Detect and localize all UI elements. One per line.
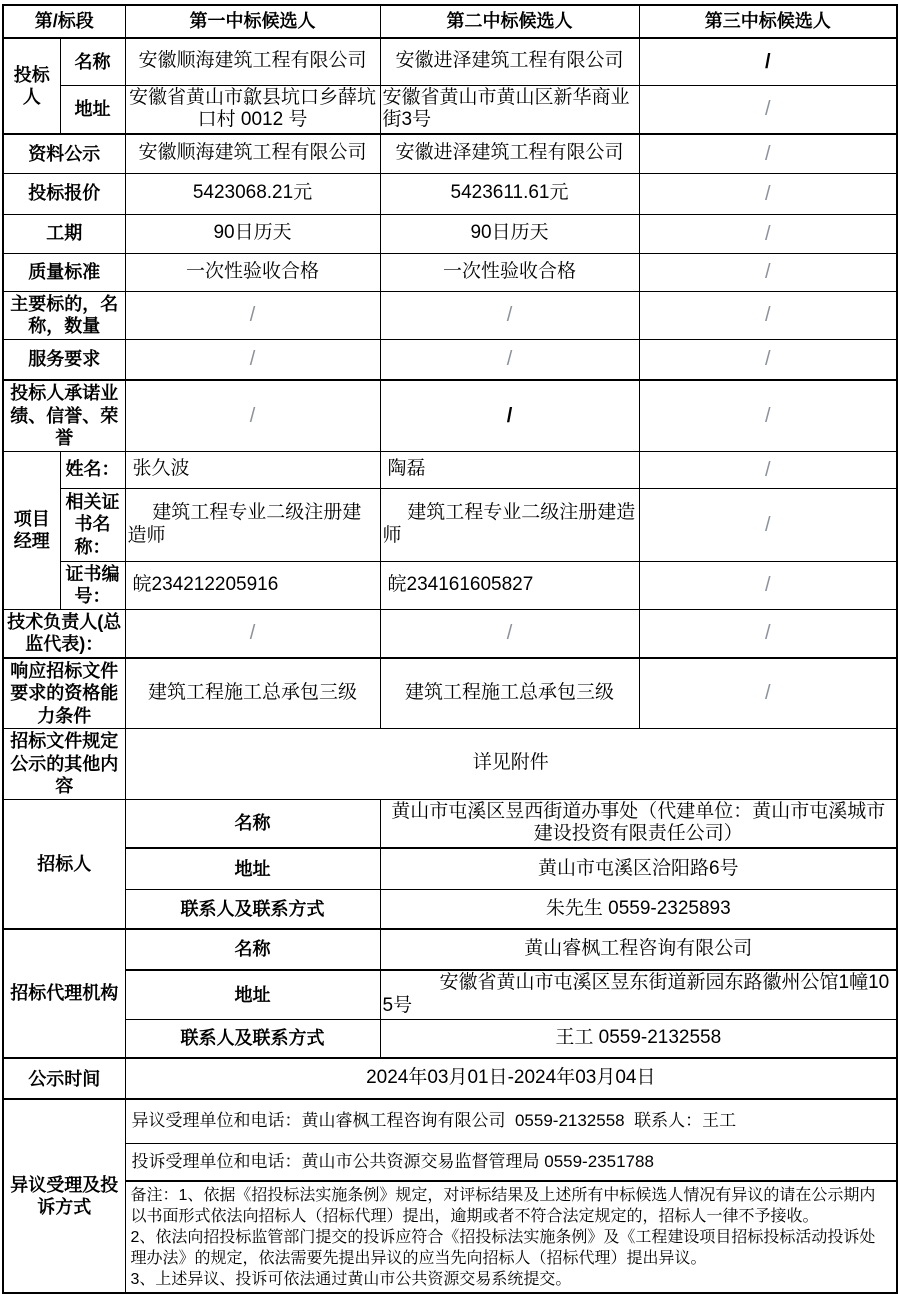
slash-cell: /: [639, 85, 897, 134]
value-cell: 皖234161605827: [380, 561, 639, 609]
value-cell: 安徽进泽建筑工程有限公司: [380, 134, 639, 173]
slash-cell: /: [639, 214, 897, 253]
value-cell: 建筑工程施工总承包三级: [125, 658, 380, 729]
slash-cell: /: [639, 134, 897, 173]
tenderer-address-row: [3, 848, 897, 889]
value-cell: 安徽省黄山市屯溪区昱东街道新园东路徽州公馆1幢105号: [380, 970, 897, 1019]
value-cell: 黄山市屯溪区洽阳路6号: [380, 848, 897, 889]
row-label: 主要标的，名称，数量: [3, 291, 125, 339]
main-subject-row: [3, 291, 897, 339]
service-requirement-row: [3, 339, 897, 380]
bidder-name-label: 名称: [60, 38, 125, 85]
value-cell: 5423611.61元: [380, 173, 639, 214]
objection-acceptance-line: 异议受理单位和电话：黄山睿枫工程咨询有限公司 0559-2132558 联系人：王工: [125, 1099, 897, 1143]
slash-cell: /: [639, 488, 897, 561]
row-label: 投标人承诺业绩、信誉、荣誉: [3, 380, 125, 451]
value-cell: 安徽进泽建筑工程有限公司: [380, 38, 639, 85]
slash-cell: /: [639, 173, 897, 214]
value-cell: 建筑工程专业二级注册建造师: [125, 488, 380, 561]
header-second-candidate: 第二中标候选人: [380, 5, 639, 38]
value-cell: 详见附件: [125, 729, 897, 800]
tenderer-address-label: 地址: [125, 848, 380, 889]
tech-lead-row: [3, 609, 897, 658]
qualification-row: [3, 658, 897, 729]
project-manager-label: 项目经理: [3, 451, 60, 609]
row-label: 质量标准: [3, 253, 125, 291]
header-section-cell: 第/标段: [3, 5, 125, 38]
value-cell: 皖234212205916: [125, 561, 380, 609]
tenderer-name-row: [3, 799, 897, 848]
tech-lead-label: 技术负责人(总监代表)：: [3, 609, 125, 658]
value-cell: 90日历天: [125, 214, 380, 253]
value-cell: 黄山市屯溪区昱西街道办事处（代建单位：黄山市屯溪城市建设投资有限责任公司）: [380, 799, 897, 848]
complaint-line-row: [3, 1143, 897, 1181]
bidder-name-row: [3, 38, 897, 85]
slash-cell: /: [639, 609, 897, 658]
remark-cell: [125, 1181, 897, 1293]
remark-paragraph-2: 2、依法向招投标监管部门提交的投诉应符合《招投标法实施条例》及《工程建设项目招标投标活动投诉处理办法》的规定，依法需要先提出异议的应当先向招标人（招标代理）提出异议。: [130, 1229, 876, 1268]
bid-winner-announcement-table: [2, 4, 898, 1294]
objection-label: 异议受理及投诉方式: [3, 1099, 125, 1293]
slash-cell: /: [380, 380, 639, 451]
value-cell: 王工 0559-2132558: [380, 1019, 897, 1058]
slash-cell: /: [125, 339, 380, 380]
pm-certificate-no-label: 证书编号：: [60, 561, 125, 609]
slash-cell: /: [380, 339, 639, 380]
value-cell: 一次性验收合格: [380, 253, 639, 291]
remark-paragraph-1: 备注：1、依据《招投标法实施条例》规定，对评标结果及上述所有中标候选人情况有异议的请在公示期内以书面形式依法向招标人（招标代理）提出，逾期或者不符合法定规定的，招标人一律不予接收。: [130, 1187, 876, 1226]
agency-address-label: 地址: [125, 970, 380, 1019]
agency-name-row: [3, 929, 897, 970]
value-cell: 90日历天: [380, 214, 639, 253]
value-cell: 建筑工程施工总承包三级: [380, 658, 639, 729]
agency-name-label: 名称: [125, 929, 380, 970]
other-disclosure-row: [3, 729, 897, 800]
tenderer-contact-label: 联系人及联系方式: [125, 889, 380, 929]
table-header-row: [3, 5, 897, 38]
slash-cell: /: [639, 291, 897, 339]
pm-name-label: 姓名：: [60, 451, 125, 488]
value-cell: 朱先生 0559-2325893: [380, 889, 897, 929]
quality-standard-row: [3, 253, 897, 291]
bid-price-row: [3, 173, 897, 214]
slash-cell: /: [380, 609, 639, 658]
bidder-label: 投标人: [3, 38, 60, 134]
value-cell: 5423068.21元: [125, 173, 380, 214]
qualification-label: 响应招标文件要求的资格能力条件: [3, 658, 125, 729]
slash-cell: /: [639, 658, 897, 729]
value-cell: 安徽省黄山市歙县坑口乡薛坑口村 0012 号: [125, 85, 380, 134]
value-cell: 安徽顺海建筑工程有限公司: [125, 38, 380, 85]
header-first-candidate: 第一中标候选人: [125, 5, 380, 38]
agency-label: 招标代理机构: [3, 929, 125, 1058]
remark-paragraph-3: 3、上述异议、投诉可依法通过黄山市公共资源交易系统提交。: [130, 1271, 572, 1289]
tenderer-contact-row: [3, 889, 897, 929]
agency-address-row: [3, 970, 897, 1019]
slash-cell: /: [639, 253, 897, 291]
pm-certificate-no-row: [3, 561, 897, 609]
agency-contact-label: 联系人及联系方式: [125, 1019, 380, 1058]
value-cell: 2024年03月01日-2024年03月04日: [125, 1058, 897, 1099]
tenderer-name-label: 名称: [125, 799, 380, 848]
pm-certificate-row: [3, 488, 897, 561]
slash-cell: /: [639, 380, 897, 451]
slash-cell: /: [639, 339, 897, 380]
slash-cell: /: [639, 451, 897, 488]
row-label: 工期: [3, 214, 125, 253]
row-label: 服务要求: [3, 339, 125, 380]
slash-cell: /: [380, 291, 639, 339]
other-disclosure-label: 招标文件规定公示的其他内容: [3, 729, 125, 800]
remark-row: [3, 1181, 897, 1293]
slash-cell: /: [639, 38, 897, 85]
complaint-acceptance-line: 投诉受理单位和电话：黄山市公共资源交易监督管理局 0559-2351788: [125, 1143, 897, 1181]
data-disclosure-row: [3, 134, 897, 173]
value-cell: 陶磊: [380, 451, 639, 488]
header-third-candidate: 第三中标候选人: [639, 5, 897, 38]
row-label: 资料公示: [3, 134, 125, 173]
publicity-period-row: [3, 1058, 897, 1099]
value-cell: 张久波: [125, 451, 380, 488]
tenderer-label: 招标人: [3, 799, 125, 929]
bidder-commitment-row: [3, 380, 897, 451]
publicity-period-label: 公示时间: [3, 1058, 125, 1099]
value-cell: 安徽顺海建筑工程有限公司: [125, 134, 380, 173]
slash-cell: /: [639, 561, 897, 609]
pm-name-row: [3, 451, 897, 488]
row-label: 投标报价: [3, 173, 125, 214]
bidder-address-row: [3, 85, 897, 134]
agency-contact-row: [3, 1019, 897, 1058]
value-cell: 建筑工程专业二级注册建造师: [380, 488, 639, 561]
value-cell: 安徽省黄山市黄山区新华商业街3号: [380, 85, 639, 134]
duration-row: [3, 214, 897, 253]
bidder-address-label: 地址: [60, 85, 125, 134]
slash-cell: /: [125, 291, 380, 339]
value-cell: 一次性验收合格: [125, 253, 380, 291]
slash-cell: /: [125, 609, 380, 658]
value-cell: 黄山睿枫工程咨询有限公司: [380, 929, 897, 970]
slash-cell: /: [125, 380, 380, 451]
objection-line-row: [3, 1099, 897, 1143]
pm-certificate-label: 相关证书名称：: [60, 488, 125, 561]
